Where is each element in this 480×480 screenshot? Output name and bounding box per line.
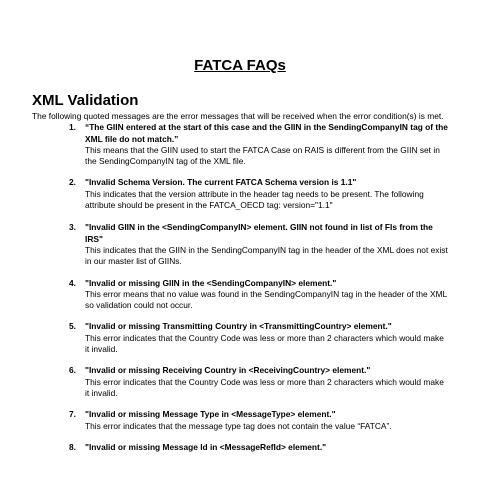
faq-item xyxy=(32,409,448,432)
faq-question: "Invalid or missing Message Type in <MessageType> element." xyxy=(85,409,336,420)
section-heading: XML Validation xyxy=(32,92,139,109)
faq-number: 1. xyxy=(69,122,76,133)
faq-number: 7. xyxy=(69,409,76,420)
faq-answer: This indicates that the GIIN in the SendingCompanyIN tag in the header of the XML does not exist in our master list of GIINs. xyxy=(85,244,448,267)
faq-item xyxy=(32,122,448,167)
faq-answer: This error indicates that the message type tag does not contain the value “FATCA”. xyxy=(85,420,392,431)
faq-number: 3. xyxy=(69,222,76,233)
faq-question: "Invalid GIIN in the <SendingCompanyIN> element. GIIN not found in list of FIs from the IRS" xyxy=(85,222,433,244)
faq-item xyxy=(32,177,448,211)
document-title: FATCA FAQs xyxy=(194,57,286,74)
faq-number: 6. xyxy=(69,365,76,376)
faq-item xyxy=(32,365,448,399)
faq-number: 8. xyxy=(69,441,76,452)
faq-answer: This indicates that the version attribute in the header tag needs to be present. The following attribute should be present in the FATCA_OECD tag: version="1.1" xyxy=(85,188,424,211)
faq-question: "Invalid or missing Message Id in <MessageRefId> element." xyxy=(85,441,327,452)
faq-item xyxy=(32,278,448,312)
faq-item xyxy=(32,321,448,355)
faq-item xyxy=(32,222,448,267)
faq-item xyxy=(32,442,448,453)
intro-paragraph: The following quoted messages are the error messages that will be received when the error condition(s) is met. xyxy=(32,111,444,121)
faq-number: 2. xyxy=(69,177,76,188)
faq-question: "Invalid Schema Version. The current FATCA Schema version is 1.1" xyxy=(85,177,357,188)
faq-question: "Invalid or missing Transmitting Country in <TransmittingCountry> element." xyxy=(85,321,392,332)
faq-answer: This error indicates that the Country Code was less or more than 2 characters which would make it invalid. xyxy=(85,376,444,398)
faq-number: 5. xyxy=(69,321,76,332)
faq-question: "Invalid or missing GIIN in the <SendingCompanyIN> element." xyxy=(85,277,337,288)
faq-answer: This means that the GIIN used to start the FATCA Case on RAIS is different from the GIIN set in the SendingCompanyIN tag of the XML file. xyxy=(85,144,440,167)
faq-question: "Invalid or missing Receiving Country in <ReceivingCountry> element." xyxy=(85,365,371,376)
faq-number: 4. xyxy=(69,277,76,288)
faq-list xyxy=(32,122,448,453)
faq-answer: This error means that no value was found in the SendingCompanyIN tag in the header of the XML so validation could not occur. xyxy=(85,288,447,311)
faq-answer: This error indicates that the Country Code was less or more than 2 characters which would make it invalid. xyxy=(85,332,444,355)
faq-question: “The GIIN entered at the start of this case and the GIIN in the SendingCompanyIN tag of the XML file do not match.” xyxy=(85,122,448,144)
